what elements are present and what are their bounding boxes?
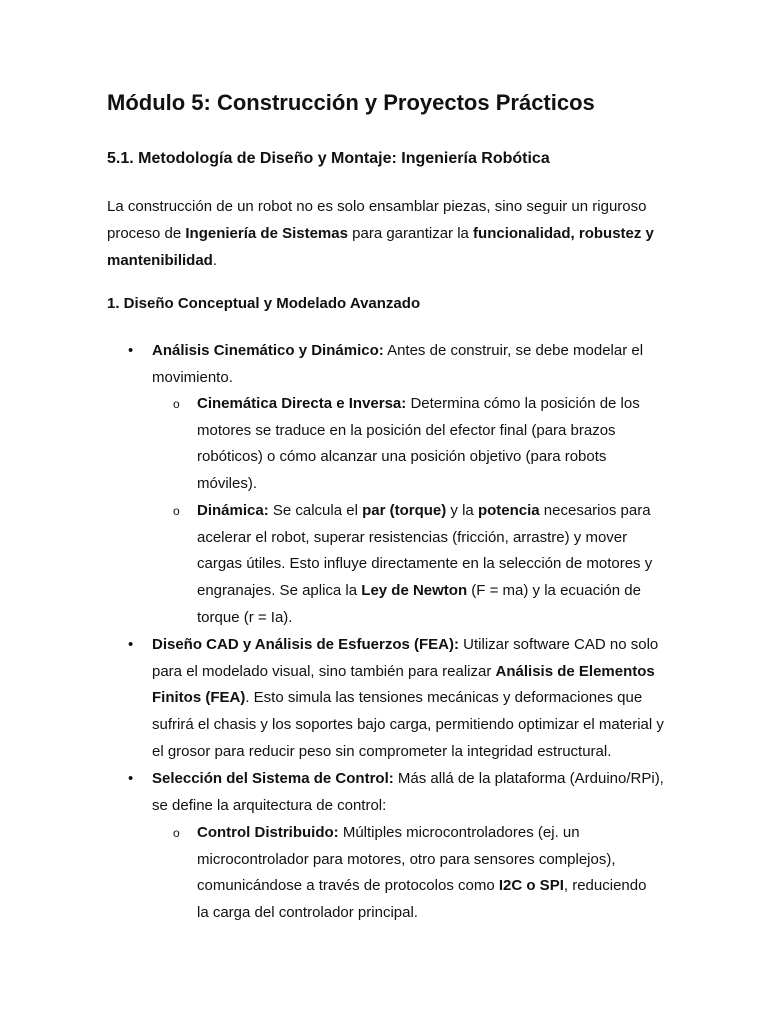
sub-bullet-icon: o bbox=[173, 504, 180, 518]
sub-list-item-body: (F = ma) y la ecuación de torque (r = Ia). bbox=[197, 582, 641, 626]
sub-list-item-text bbox=[197, 391, 662, 498]
sub-list-item-body: Determina cómo la posición de los motores se traduce en la posición del efector final (para brazos robóticos) o cómo alcanzar una posición objetivo (para robots móviles). bbox=[197, 395, 640, 493]
list-item-body: Más allá de la plataforma (Arduino/RPi), se define la arquitectura de control: bbox=[152, 770, 664, 814]
sub-list-item-bold: potencia bbox=[477, 502, 540, 519]
sub-list-item-text bbox=[197, 820, 662, 927]
sub-list-item-body: Se calcula el bbox=[268, 502, 363, 519]
intro-text-3: . bbox=[212, 252, 218, 269]
intro-paragraph bbox=[107, 193, 667, 274]
bullet-icon: • bbox=[128, 636, 134, 653]
sub-list-item-body: necesarios para acelerar el robot, superar resistencias (fricción, arrastre) y mover cargas útiles. Esto influye directamente en la selección de motores y engranajes. Se aplica la bbox=[197, 502, 653, 600]
sub-list-item-bold: Ley de Newton bbox=[361, 582, 468, 600]
sub-list-item-label: Cinemática Directa e Inversa: bbox=[197, 395, 407, 412]
sub-list-item-body: y la bbox=[446, 502, 478, 519]
page-title: Módulo 5: Construcción y Proyectos Prácticos bbox=[107, 90, 595, 115]
sub-list-item-label: Control Distribuido: bbox=[197, 824, 339, 841]
list-item-label: Selección del Sistema de Control: bbox=[152, 770, 394, 787]
section-heading: 1. Diseño Conceptual y Modelado Avanzado bbox=[107, 295, 421, 312]
sub-bullet-icon: o bbox=[173, 397, 180, 411]
sub-bullet-icon: o bbox=[173, 826, 180, 840]
list-item-text bbox=[152, 338, 667, 391]
list-item-label: Análisis Cinemático y Dinámico: bbox=[152, 342, 384, 359]
bullet-icon: • bbox=[128, 770, 134, 787]
intro-text-2: para garantizar la bbox=[347, 225, 474, 242]
intro-bold-1: Ingeniería de Sistemas bbox=[185, 225, 348, 242]
intro-text-1: La construcción de un robot no es solo ensamblar piezas, sino seguir un riguroso proceso de bbox=[107, 198, 647, 242]
sub-list-item-bold: I2C o SPI bbox=[498, 877, 564, 895]
list-item-label: Diseño CAD y Análisis de Esfuerzos (FEA): bbox=[152, 636, 460, 653]
list-item-body: . Esto simula las tensiones mecánicas y deformaciones que sufrirá el chasis y los soportes bajo carga, permitiendo optimizar el material y el grosor para reducir peso sin comprometer la integridad estructural. bbox=[152, 689, 664, 760]
sub-list-item-text bbox=[197, 498, 662, 632]
intro-bold-2: funcionalidad, robustez y mantenibilidad bbox=[107, 225, 654, 269]
list-item-bold: Análisis de Elementos Finitos (FEA) bbox=[152, 662, 655, 707]
sub-list-item-body: , reduciendo la carga del controlador principal. bbox=[197, 877, 647, 922]
sub-list-item-bold: par (torque) bbox=[362, 502, 447, 519]
bullet-icon: • bbox=[128, 342, 134, 359]
section-subtitle: 5.1. Metodología de Diseño y Montaje: Ingeniería Robótica bbox=[107, 150, 550, 167]
list-item-body: Antes de construir, se debe modelar el movimiento. bbox=[152, 342, 644, 386]
list-item-text bbox=[152, 632, 667, 766]
sub-list-item-label: Dinámica: bbox=[197, 502, 269, 519]
list-item-body: Utilizar software CAD no solo para el modelado visual, sino también para realizar bbox=[152, 636, 659, 680]
sub-list-item-body: Múltiples microcontroladores (ej. un microcontrolador para motores, otro para sensores complejos), comunicándose a través de protocolos como bbox=[197, 824, 616, 895]
list-item-text bbox=[152, 766, 667, 819]
